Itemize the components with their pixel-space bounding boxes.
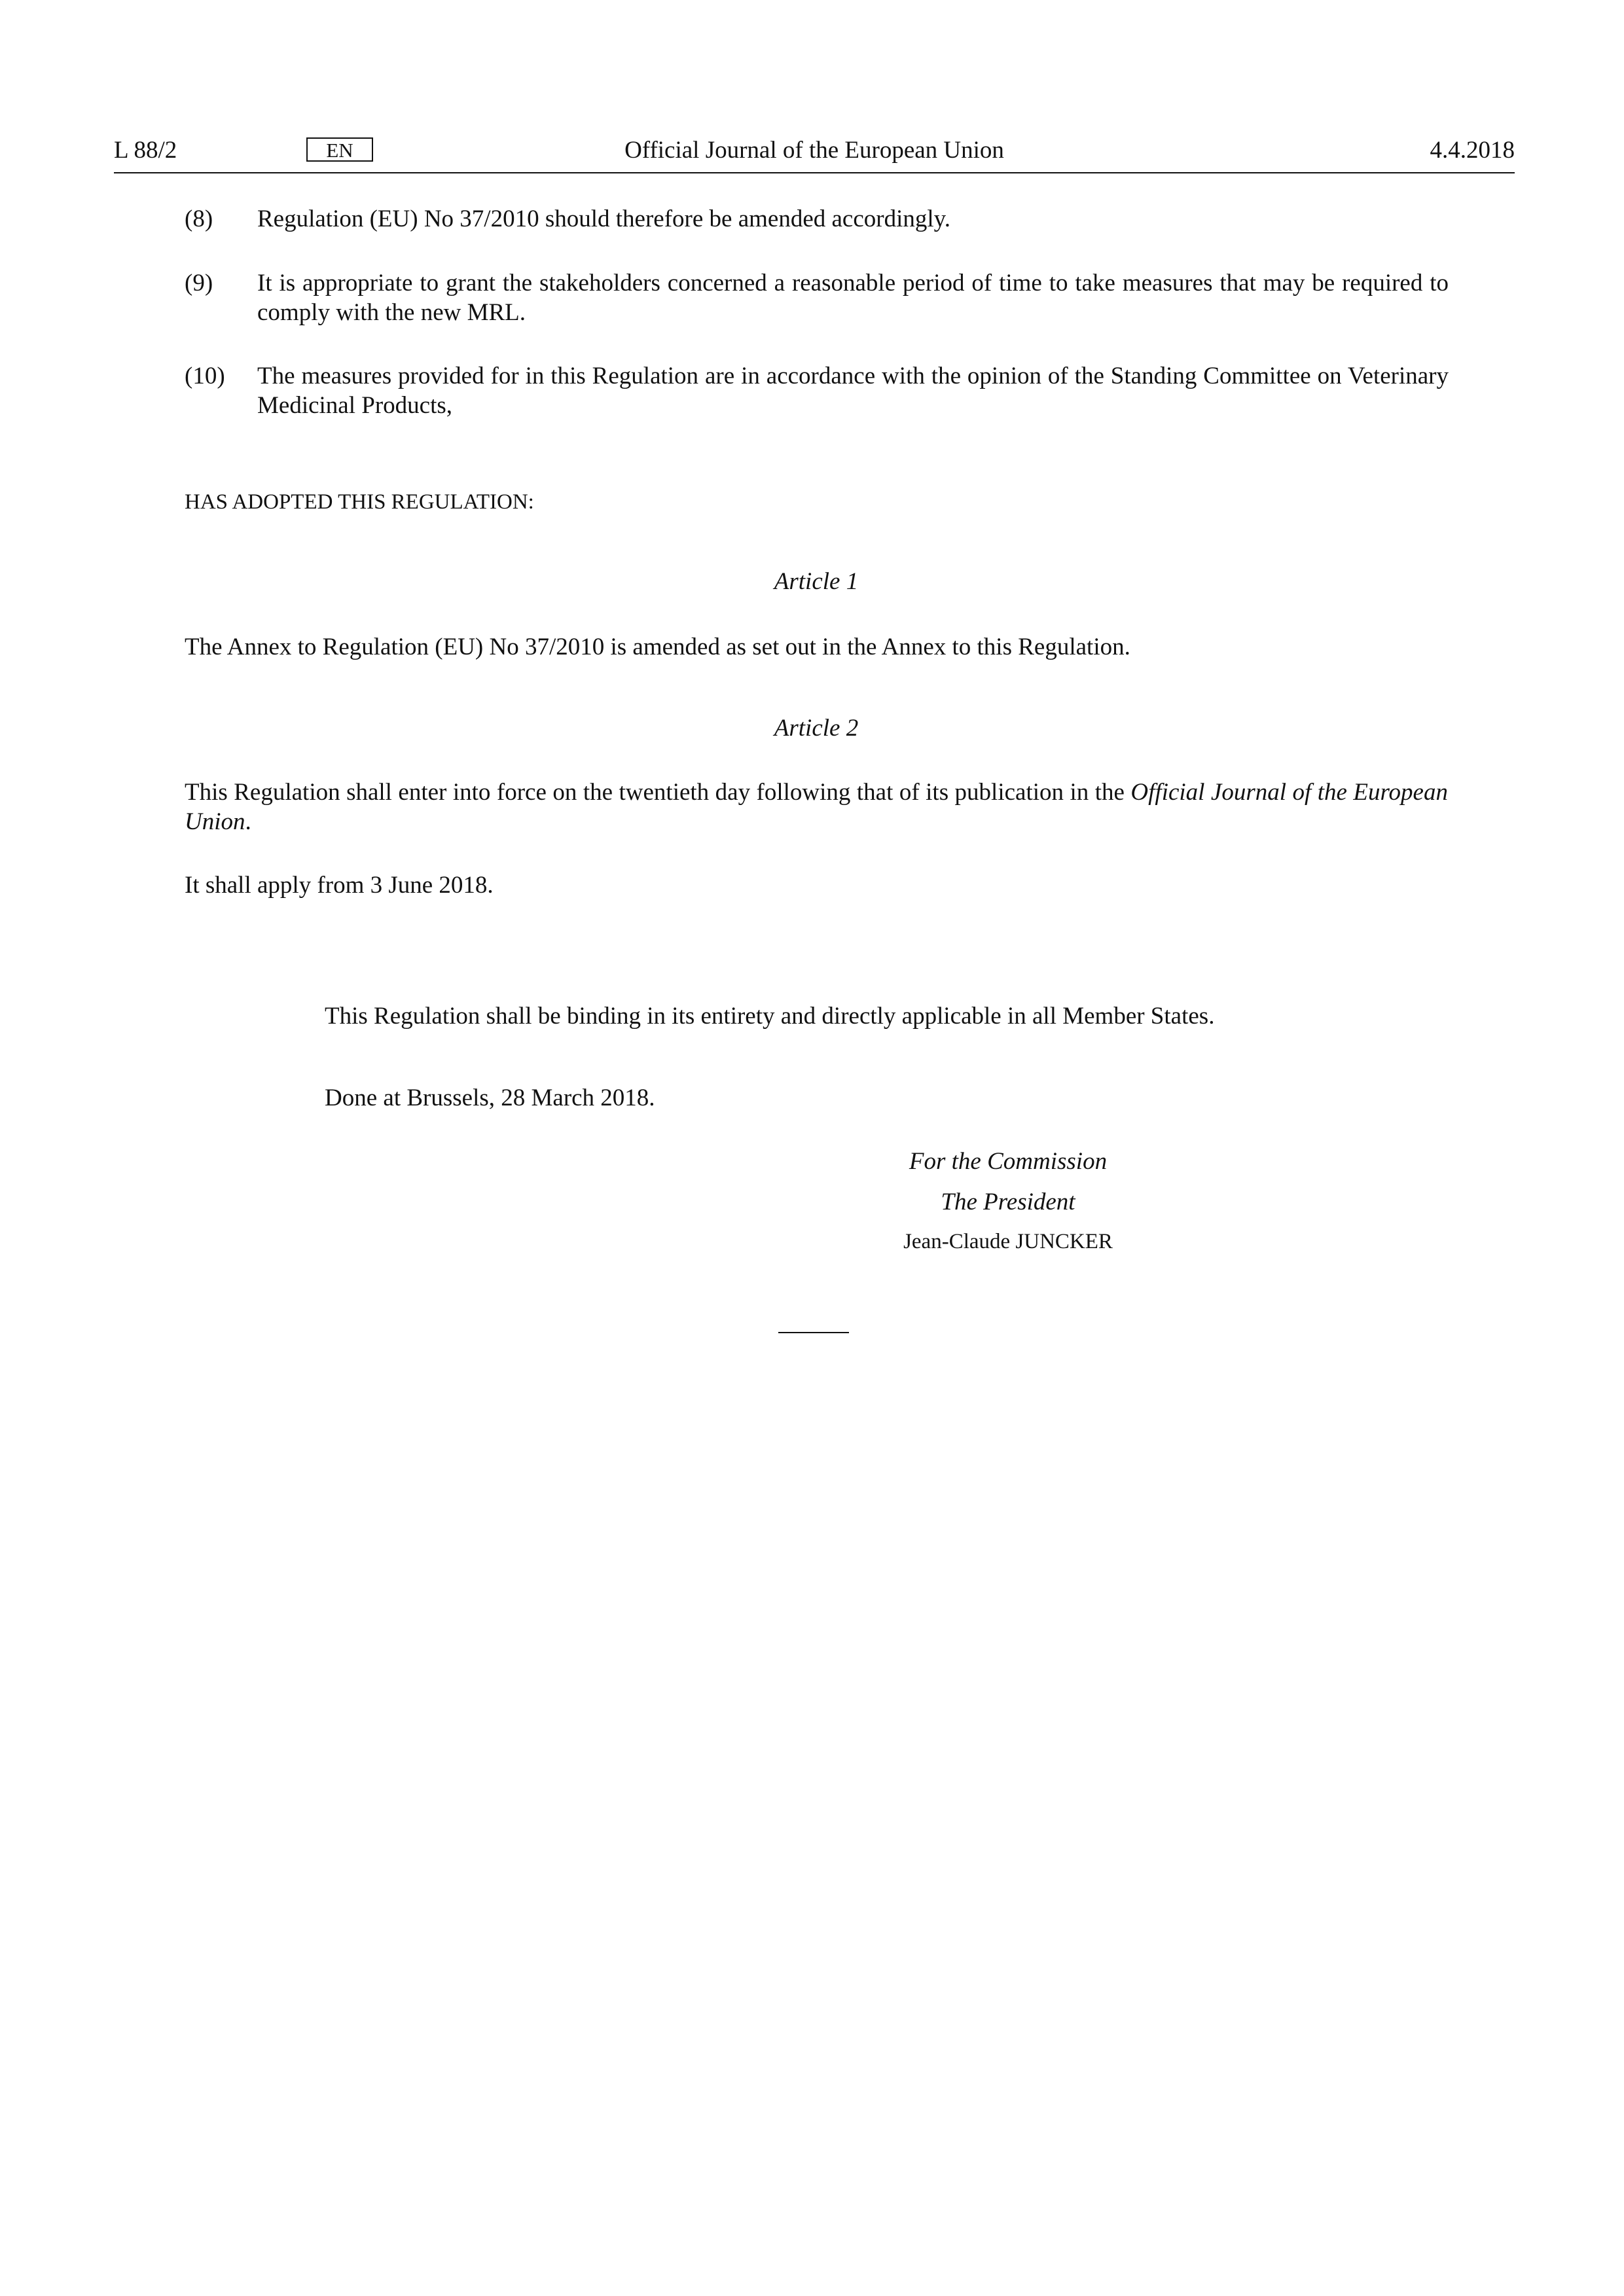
- recital-number: (8): [185, 206, 213, 232]
- signature-role: The President: [941, 1189, 1075, 1215]
- page-reference: L 88/2: [114, 137, 177, 164]
- binding-statement: This Regulation shall be binding in its entirety and directly applicable in all Member States.: [325, 1003, 1215, 1030]
- article-2-application-date: It shall apply from 3 June 2018.: [185, 872, 494, 899]
- recital-text: Regulation (EU) No 37/2010 should therefore be amended accordingly.: [257, 206, 950, 232]
- adoption-statement: HAS ADOPTED THIS REGULATION:: [185, 490, 534, 514]
- article-2-entry-into-force: [185, 778, 1448, 836]
- article-1-title: Article 1: [774, 568, 859, 595]
- publication-date: 4.4.2018: [1430, 137, 1515, 164]
- entry-end: .: [245, 808, 251, 835]
- header-divider: [114, 172, 1515, 173]
- recital-text: It is appropriate to grant the stakeholders concerned a reasonable period of time to take measures that may be required to comply with the new MRL.: [257, 270, 1449, 326]
- signature-name: Jean-Claude JUNCKER: [903, 1230, 1113, 1253]
- recital-number: (10): [185, 363, 225, 389]
- article-1-text: The Annex to Regulation (EU) No 37/2010 is amended as set out in the Annex to this Regulation.: [185, 634, 1130, 660]
- language-badge: EN: [306, 137, 373, 162]
- done-at-statement: Done at Brussels, 28 March 2018.: [325, 1085, 655, 1111]
- journal-name-italic: Official Journal of the European Union: [185, 779, 1448, 835]
- recital-number: (9): [185, 270, 213, 296]
- entry-text: This Regulation shall enter into force on the twentieth day following that of its publication in the: [185, 779, 1131, 806]
- signature-for: For the Commission: [909, 1148, 1108, 1175]
- end-divider: [778, 1332, 849, 1333]
- page-header: [114, 131, 1515, 170]
- journal-title: Official Journal of the European Union: [624, 137, 1004, 164]
- recital-text: The measures provided for in this Regulation are in accordance with the opinion of the Standing Committee on Veterinary Medicinal Products,: [257, 363, 1449, 419]
- article-2-title: Article 2: [774, 715, 859, 742]
